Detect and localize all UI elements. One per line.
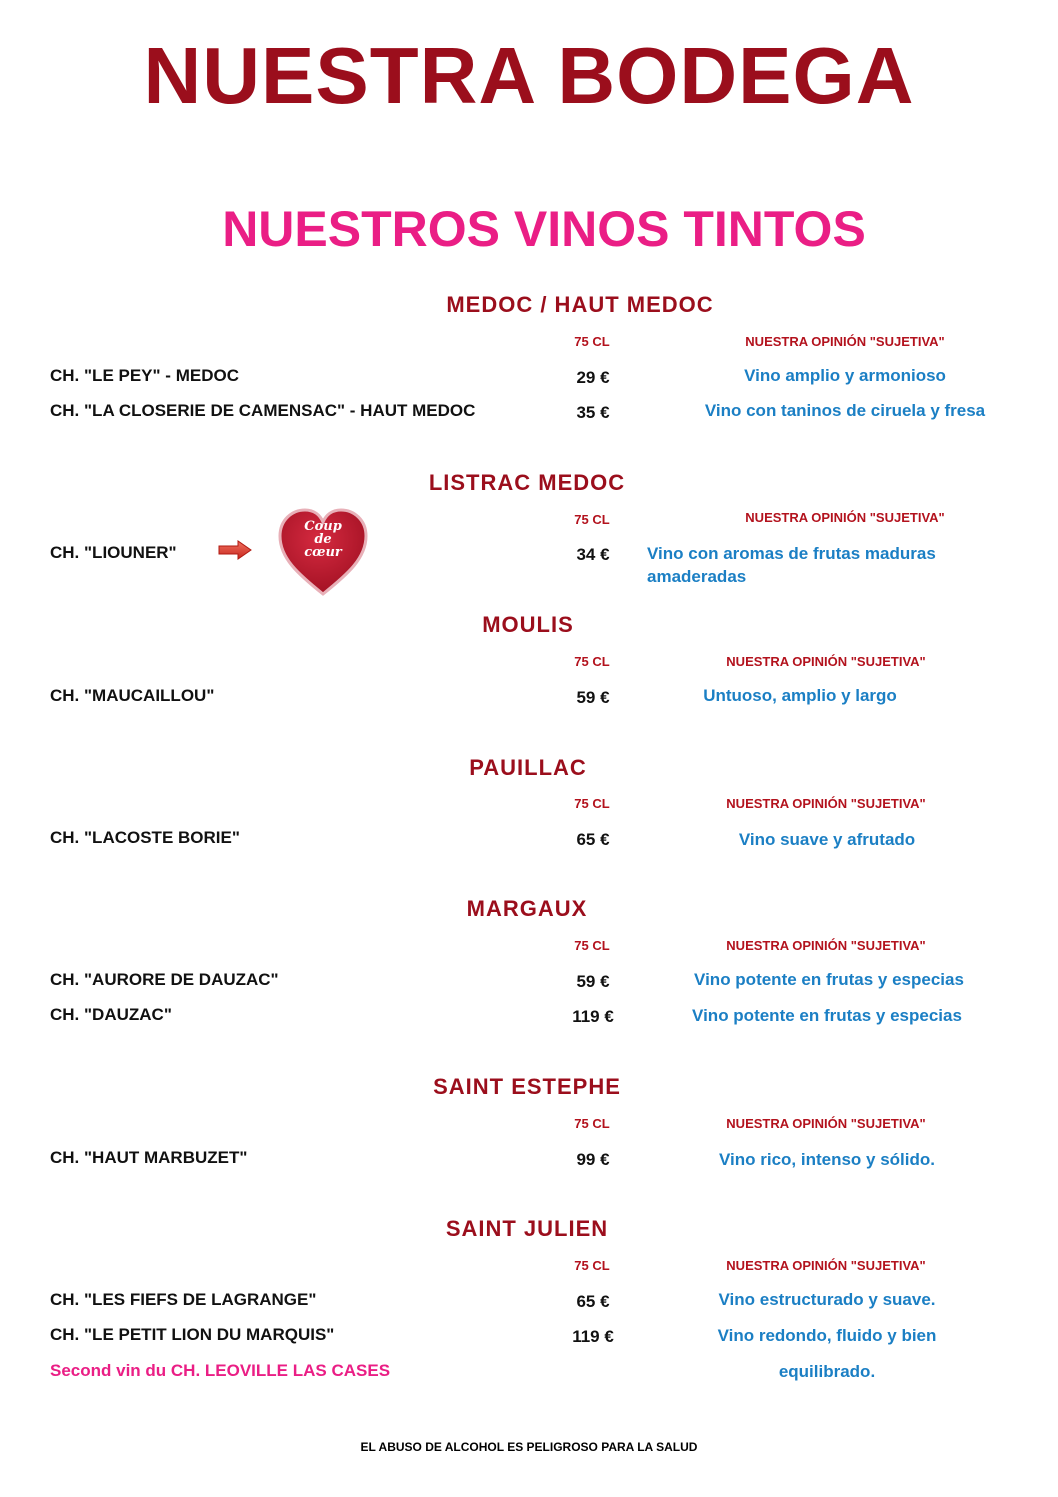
- wine-note: Vino redondo, fluido y bien: [717, 1326, 937, 1345]
- wine-price: 59 €: [576, 688, 610, 707]
- volume-header: 75 CL: [574, 334, 610, 349]
- opinion-header: NUESTRA OPINIÓN "SUJETIVA": [745, 334, 945, 349]
- wine-price: 59 €: [576, 972, 610, 991]
- wine-name: CH. "HAUT MARBUZET": [50, 1148, 248, 1167]
- volume-header: 75 CL: [574, 938, 610, 953]
- wine-price: 34 €: [576, 545, 610, 564]
- arrow-right-icon: [218, 540, 252, 560]
- wine-note: Vino potente en frutas y especias: [694, 970, 964, 989]
- wine-name: CH. "DAUZAC": [50, 1005, 172, 1024]
- region-title-listrac: LISTRAC MEDOC: [428, 470, 626, 495]
- wine-price: 65 €: [576, 1292, 610, 1311]
- wine-name: CH. "LIOUNER": [50, 543, 177, 562]
- wine-price: 29 €: [576, 368, 610, 387]
- region-title-margaux: MARGAUX: [466, 896, 588, 921]
- wine-name: CH. "LE PETIT LION DU MARQUIS": [50, 1325, 335, 1344]
- section-subtitle: NUESTROS VINOS TINTOS: [222, 201, 866, 257]
- wine-name: CH. "LE PEY" - MEDOC: [50, 366, 239, 385]
- wine-name: CH. "MAUCAILLOU": [50, 686, 215, 705]
- wine-note: Vino con taninos de ciruela y fresa: [704, 401, 986, 420]
- region-title-saint-julien: SAINT JULIEN: [445, 1216, 609, 1241]
- region-title-medoc: MEDOC / HAUT MEDOC: [446, 292, 714, 317]
- wine-note: equilibrado.: [778, 1362, 876, 1381]
- volume-header: 75 CL: [574, 654, 610, 669]
- badge-line: Coup: [304, 519, 342, 534]
- opinion-header: NUESTRA OPINIÓN "SUJETIVA": [726, 938, 926, 953]
- badge-line: cœur: [304, 545, 342, 560]
- opinion-header: NUESTRA OPINIÓN "SUJETIVA": [726, 654, 926, 669]
- wine-note: Untuoso, amplio y largo: [703, 686, 897, 705]
- volume-header: 75 CL: [574, 796, 610, 811]
- wine-note: Vino estructurado y suave.: [718, 1290, 936, 1309]
- region-title-moulis: MOULIS: [482, 612, 574, 637]
- wine-price: 119 €: [572, 1327, 614, 1346]
- region-title-pauillac: PAUILLAC: [469, 755, 587, 780]
- opinion-header: NUESTRA OPINIÓN "SUJETIVA": [726, 796, 926, 811]
- volume-header: 75 CL: [574, 1258, 610, 1273]
- wine-name: CH. "LA CLOSERIE DE CAMENSAC" - HAUT MEDOC: [50, 401, 476, 420]
- opinion-header: NUESTRA OPINIÓN "SUJETIVA": [726, 1258, 926, 1273]
- wine-price: 65 €: [576, 830, 610, 849]
- volume-header: 75 CL: [574, 1116, 610, 1131]
- health-warning: EL ABUSO DE ALCOHOL ES PELIGROSO PARA LA SALUD: [360, 1440, 698, 1454]
- badge-line: de: [314, 532, 332, 547]
- wine-note: Vino rico, intenso y sólido.: [719, 1150, 935, 1169]
- wine-note: Vino suave y afrutado: [738, 830, 916, 849]
- wine-name: CH. "LACOSTE BORIE": [50, 828, 240, 847]
- wine-note: Vino amplio y armonioso: [744, 366, 946, 385]
- opinion-header: NUESTRA OPINIÓN "SUJETIVA": [726, 1116, 926, 1131]
- opinion-header: NUESTRA OPINIÓN "SUJETIVA": [745, 510, 945, 525]
- second-wine-note: Second vin du CH. LEOVILLE LAS CASES: [50, 1361, 391, 1380]
- wine-note: amaderadas: [647, 567, 747, 586]
- volume-header: 75 CL: [574, 512, 610, 527]
- wine-note: Vino potente en frutas y especias: [692, 1006, 962, 1025]
- wine-price: 99 €: [576, 1150, 610, 1169]
- wine-name: CH. "AURORE DE DAUZAC": [50, 970, 279, 989]
- wine-note: Vino con aromas de frutas maduras: [647, 544, 936, 563]
- wine-name: CH. "LES FIEFS DE LAGRANGE": [50, 1290, 317, 1309]
- wine-price: 119 €: [572, 1007, 614, 1026]
- coup-de-coeur-heart-icon: [276, 506, 370, 600]
- wine-price: 35 €: [576, 403, 610, 422]
- region-title-saint-estephe: SAINT ESTEPHE: [433, 1074, 621, 1099]
- page-title: NUESTRA BODEGA: [143, 31, 915, 120]
